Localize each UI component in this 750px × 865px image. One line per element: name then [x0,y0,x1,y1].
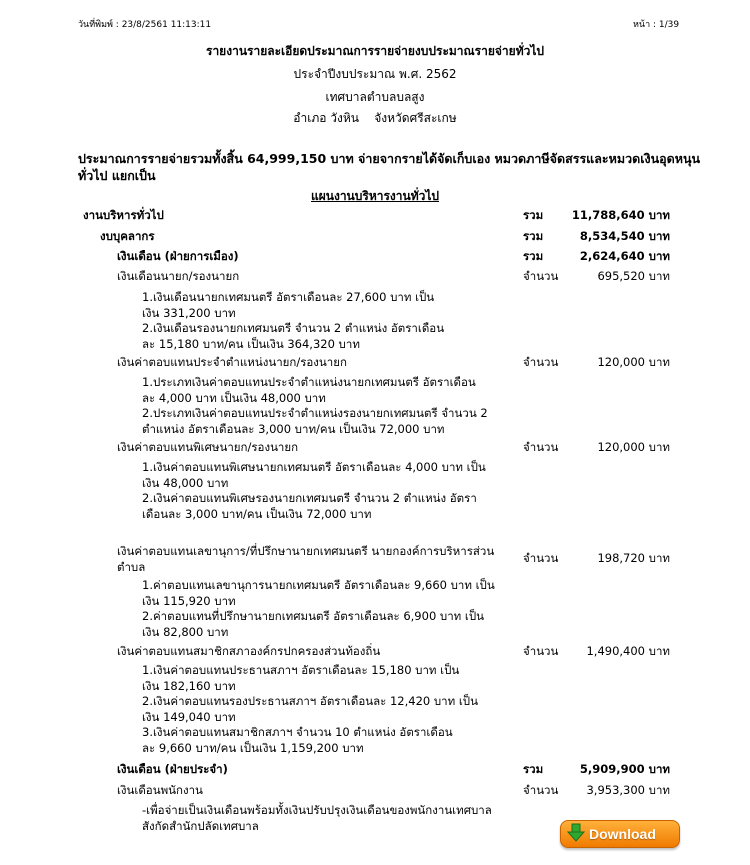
detail-council-allowance: 1.เงินค่าตอบแทนประธานสภาฯ อัตราเดือนละ 15,180 บาท เป็น เงิน 182,160 บาท 2.เงินค่าตอบแทนรองประธานสภาฯ อัตราเดือนละ 12,420 บาท เป็น เงิน 149,040 บาท 3.เงินค่าตอบแทนสมาชิกสภาฯ จำนวน 10 ตำแหน่ง อัตราเดือน ละ 9,660 บาท/คน เป็นเงิน 1,159,200 บาท [142,663,478,755]
row-general-admin-kind: รวม [523,208,544,222]
row-position-allowance-amount: 120,000 บาท [597,355,670,369]
report-title: รายงานรายละเอียดประมาณการรายจ่ายงบประมาณรายจ่ายทั่วไป [206,44,544,58]
row-personnel-budget-amount: 8,534,540 บาท [579,229,670,243]
plan-title: แผนงานบริหารงานทั่วไป [310,189,440,203]
row-personnel-budget: งบบุคลากร [100,229,155,243]
row-mayor-salary-kind: จำนวน [523,269,559,283]
row-special-allowance: เงินค่าตอบแทนพิเศษนายก/รองนายก [117,440,299,454]
row-secretary-allowance-amount: 198,720 บาท [597,551,670,565]
row-secretary-allowance-kind: จำนวน [523,551,559,565]
row-special-allowance-kind: จำนวน [523,440,559,454]
page-number: หน้า : 1/39 [633,20,680,30]
download-label: Download [589,826,656,842]
row-personnel-budget-kind: รวม [523,229,544,243]
organization-name: เทศบาลตำบลบลสูง [325,90,425,104]
fiscal-year: ประจำปีงบประมาณ พ.ศ. 2562 [293,67,457,81]
row-position-allowance-kind: จำนวน [523,355,559,369]
row-staff-salary-total-amount: 5,909,900 บาท [579,762,670,776]
row-secretary-allowance: เงินค่าตอบแทนเลขานุการ/ที่ปรึกษานายกเทศมนตรี นายกองค์การบริหารส่วน ตำบล [117,544,495,574]
detail-position-allowance: 1.ประเภทเงินค่าตอบแทนประจำตำแหน่งนายกเทศมนตรี อัตราเดือน ละ 4,000 บาท เป็นเงิน 48,000 บาท 2.ประเภทเงินค่าตอบแทนประจำตำแหน่งรองนายกเทศมนตรี จำนวน 2 ตำแหน่ง อัตราเดือนละ 3,000 บาท/คน เป็นเงิน 72,000 บาท [142,375,488,436]
row-position-allowance: เงินค่าตอบแทนประจำตำแหน่งนายก/รองนายก [117,355,347,369]
row-staff-salary-total: เงินเดือน (ฝ่ายประจำ) [117,762,228,776]
detail-special-allowance: 1.เงินค่าตอบแทนพิเศษนายกเทศมนตรี อัตราเดือนละ 4,000 บาท เป็น เงิน 48,000 บาท 2.เงินค่าตอบแทนพิเศษรองนายกเทศมนตรี จำนวน 2 ตำแหน่ง อัตรา เดือนละ 3,000 บาท/คน เป็นเงิน 72,000 บาท [142,460,486,521]
row-political-salary: เงินเดือน (ฝ่ายการเมือง) [117,249,239,263]
row-council-allowance: เงินค่าตอบแทนสมาชิกสภาองค์กรปกครองส่วนท้องถิ่น [117,644,381,658]
row-staff-salary: เงินเดือนพนักงาน [117,783,203,797]
row-staff-salary-amount: 3,953,300 บาท [586,783,670,797]
row-political-salary-kind: รวม [523,249,544,263]
row-staff-salary-total-kind: รวม [523,762,544,776]
row-council-allowance-amount: 1,490,400 บาท [586,644,670,658]
row-general-admin: งานบริหารทั่วไป [83,208,164,222]
row-mayor-salary: เงินเดือนนายก/รองนายก [117,269,240,283]
intro-line-1: ประมาณการรายจ่ายรวมทั้งสิ้น 64,999,150 บาท จ่ายจากรายได้จัดเก็บเอง หมวดภาษีจัดสรรและหมวดเงินอุดหนุน [78,151,701,166]
intro-line-2: ทั่วไป แยกเป็น [78,168,156,183]
detail-secretary-allowance: 1.ค่าตอบแทนเลขานุการนายกเทศมนตรี อัตราเดือนละ 9,660 บาท เป็น เงิน 115,920 บาท 2.ค่าตอบแทนที่ปรึกษานายกเทศมนตรี อัตราเดือนละ 6,900 บาท เป็น เงิน 82,800 บาท [142,578,495,639]
row-political-salary-amount: 2,624,640 บาท [579,249,670,263]
row-mayor-salary-amount: 695,520 บาท [597,269,670,283]
download-button[interactable] [560,820,680,848]
row-council-allowance-kind: จำนวน [523,644,559,658]
row-staff-salary-kind: จำนวน [523,783,559,797]
print-timestamp: วันที่พิมพ์ : 23/8/2561 11:13:11 [78,20,212,30]
detail-mayor-salary: 1.เงินเดือนนายกเทศมนตรี อัตราเดือนละ 27,600 บาท เป็น เงิน 331,200 บาท 2.เงินเดือนรองนายกเทศมนตรี จำนวน 2 ตำแหน่ง อัตราเดือน ละ 15,180 บาท/คน เป็นเงิน 364,320 บาท [142,290,445,351]
download-arrow-icon [567,823,585,843]
detail-staff-salary: -เพื่อจ่ายเป็นเงินเดือนพร้อมทั้งเงินปรับปรุงเงินเดือนของพนักงานเทศบาล สังกัดสำนักปลัดเทศบาล [142,803,492,833]
row-general-admin-amount: 11,788,640 บาท [571,208,670,222]
row-special-allowance-amount: 120,000 บาท [597,440,670,454]
organization-location: อำเภอ วังหิน จังหวัดศรีสะเกษ [293,111,457,125]
